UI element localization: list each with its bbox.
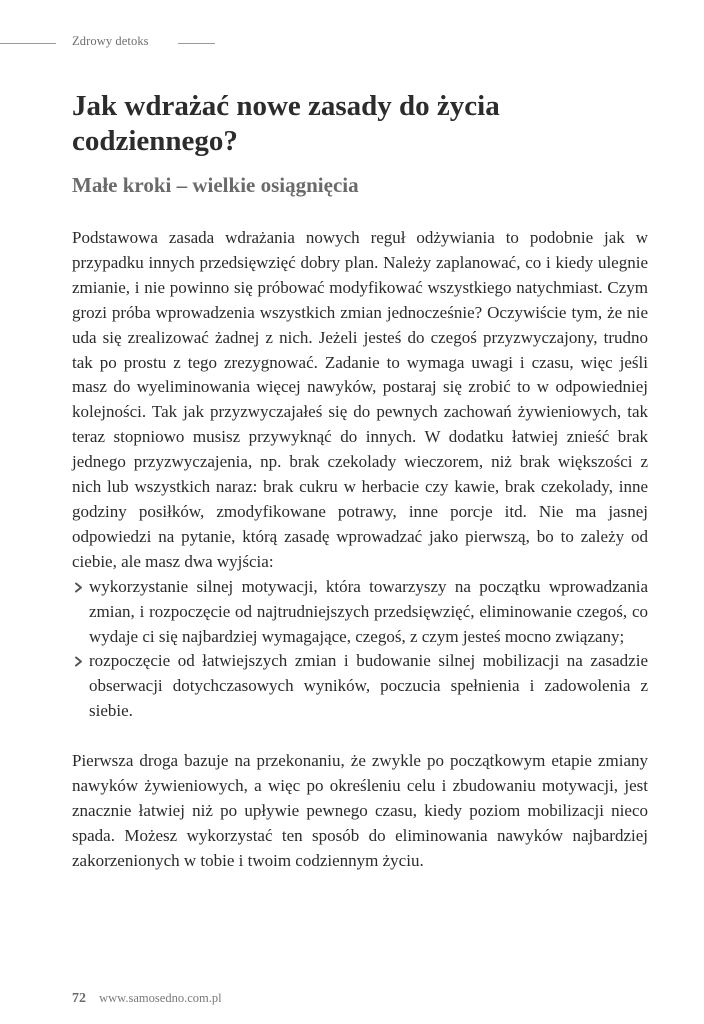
paragraph-spacer <box>72 724 648 749</box>
chapter-subtitle: Małe kroki – wielkie osiągnięcia <box>72 173 359 197</box>
paragraph-intro: Podstawowa zasada wdrażania nowych reguł odżywiania to podobnie jak w przypadku innych przedsięwzięć dobry plan. Należy zaplanować, co i kiedy ulegnie zmianie, i nie powinno się próbować modyfikować wszystkiego natychmiast. Czym grozi próba wprowadzenia wszystkich zmian jednocześnie? Oczywiście tym, że nie uda się zrealizować żadnej z nich. Jeżeli jesteś do czegoś przyzwyczajony, trudno tak po prostu z tego zrezygnować. Zadanie to wymaga uwagi i czasu, więc jeśli masz do wyeliminowania więcej nawyków, postaraj się zrobić to w odpowiedniej kolejności. Tak jak przyzwyczajałeś się do pewnych zachowań żywieniowych, tak teraz stopniowo musisz przywyknąć do innych. W dodatku łatwiej znieść brak jednego przyzwyczajenia, np. brak czekolady wieczorem, niż brak większości z nich lub wszystkich naraz: brak cukru w herbacie czy kawie, brak czekolady, inne godziny posiłków, zmodyfikowane potrawy, inne porcje itd. Nie ma jasnej odpowiedzi na pytanie, którą zasadę wprowadzać jako pierwszą, bo to zależy od ciebie, ale masz dwa wyjścia: <box>72 228 648 571</box>
body-text <box>72 226 648 874</box>
chevron-right-icon <box>73 575 85 599</box>
bullet-item <box>72 649 648 724</box>
bullet-text: rozpoczęcie od łatwiejszych zmian i budowanie silnej mobilizacji na zasadzie obserwacji dotychczasowych wyników, poczucia spełnienia i zadowolenia z siebie. <box>89 651 648 721</box>
page-number: 72 <box>72 991 86 1006</box>
footer-url: www.samosedno.com.pl <box>99 991 222 1005</box>
bullet-text: wykorzystanie silnej motywacji, która towarzyszy na początku wprowadzania zmian, i rozpoczęcie od najtrudniejszych przedsięwzięć, eliminowanie czegoś, co wydaje ci się najbardziej wymagające, czegoś, z czym jesteś mocno związany; <box>89 576 648 646</box>
running-head-text: Zdrowy detoks <box>72 34 149 48</box>
chapter-title: Jak wdrażać nowe zasady do życia codziennego? <box>72 90 500 157</box>
running-head-rule-left <box>0 43 56 44</box>
bullet-list <box>72 575 648 724</box>
bullet-item <box>72 575 648 650</box>
chevron-right-icon <box>73 649 85 673</box>
paragraph-second: Pierwsza droga bazuje na przekonaniu, że zwykle po początkowym etapie zmiany nawyków żywieniowych, a więc po określeniu celu i zbudowaniu motywacji, jest znacznie łatwiej niż po upływie pewnego czasu, kiedy poziom mobilizacji nieco spada. Możesz wykorzystać ten sposób do eliminowania nawyków najbardziej zakorzenionych w tobie i twoim codziennym życiu. <box>72 751 648 870</box>
running-head <box>0 33 704 53</box>
page-footer <box>72 991 222 1011</box>
running-head-rule-right <box>178 43 215 44</box>
